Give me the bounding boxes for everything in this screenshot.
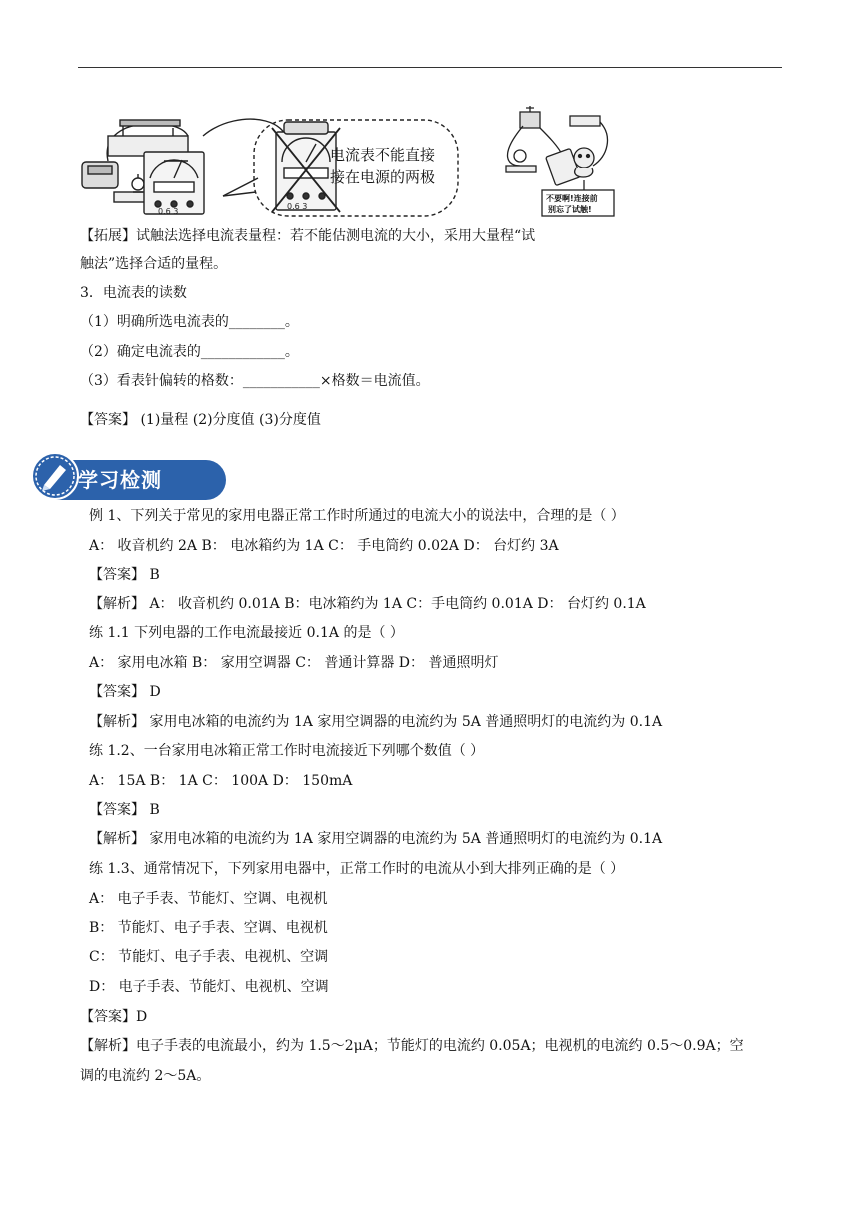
- example-1-options: A： 收音机约 2A B： 电冰箱约为 1A C： 手电筒约 0.02A D： 台灯约 3A: [89, 538, 559, 554]
- practice-1-2-options: A： 15A B： 1A C： 100A D： 150mA: [89, 773, 353, 789]
- practice-1-2-question: 练 1.2、一台家用电冰箱正常工作时电流接近下列哪个数值（ ）: [89, 743, 485, 759]
- section-3-item-1: （1）明确所选电流表的________。: [80, 314, 299, 330]
- practice-1-1-explanation: 【解析】 家用电冰箱的电流约为 1A 家用空调器的电流约为 5A 普通照明灯的电流约为 0.1A: [89, 714, 663, 730]
- practice-1-2-explanation: 【解析】 家用电冰箱的电流约为 1A 家用空调器的电流约为 5A 普通照明灯的电流约为 0.1A: [89, 831, 663, 847]
- header-rule: [78, 67, 782, 68]
- section-banner: [30, 451, 202, 501]
- section-3-title: 3．电流表的读数: [80, 285, 187, 301]
- practice-1-3-explanation-line-2: 调的电流约 2～5A。: [80, 1068, 211, 1084]
- banner-title: 学习检测: [78, 468, 162, 492]
- bubble-text-line-2: 接在电源的两极: [330, 168, 436, 186]
- section-3-item-3: （3）看表针偏转的格数：___________×格数＝电流值。: [80, 373, 430, 389]
- expand-text-line-2: 触法”选择合适的量程。: [80, 256, 228, 272]
- practice-1-3-explanation-line-1: 【解析】电子手表的电流最小，约为 1.5～2μA；节能灯的电流约 0.05A；电视机的电流约 0.5～0.9A；空: [80, 1038, 744, 1054]
- practice-1-1-options: A： 家用电冰箱 B： 家用空调器 C： 普通计算器 D： 普通照明灯: [89, 655, 499, 671]
- sign-text-line-2: 别忘了试触!: [548, 205, 592, 214]
- practice-1-2-answer: 【答案】 B: [89, 802, 160, 818]
- practice-1-1-question: 练 1.1 下列电器的工作电流最接近 0.1A 的是（ ）: [89, 625, 404, 641]
- practice-1-3-option-d: D： 电子手表、节能灯、电视机、空调: [89, 979, 329, 995]
- section-3-answer: 【答案】 (1)量程 (2)分度值 (3)分度值: [80, 412, 321, 428]
- example-1-question: 例 1、下列关于常见的家用电器正常工作时所通过的电流大小的说法中，合理的是（ ）: [89, 508, 625, 524]
- example-1-answer: 【答案】 B: [89, 567, 160, 583]
- circuit-figure-left: [82, 119, 288, 214]
- practice-1-3-option-c: C： 节能灯、电子手表、电视机、空调: [89, 949, 329, 965]
- ammeter-illustrations: [78, 96, 638, 218]
- practice-1-3-question: 练 1.3、通常情况下，下列家用电器中，正常工作时的电流从小到大排列正确的是（ ）: [89, 861, 625, 877]
- practice-1-3-option-b: B： 节能灯、电子手表、空调、电视机: [89, 920, 328, 936]
- example-1-explanation: 【解析】 A： 收音机约 0.01A B：电冰箱约为 1A C：手电筒约 0.01A D： 台灯约 0.1A: [89, 596, 646, 612]
- sign-text-line-1: 不要啊!连接前: [546, 194, 598, 203]
- practice-1-3-option-a: A： 电子手表、节能灯、空调、电视机: [89, 891, 328, 907]
- practice-1-1-answer: 【答案】 D: [89, 684, 161, 700]
- expand-text-line-1: 【拓展】试触法选择电流表量程：若不能估测电流的大小，采用大量程“试: [80, 228, 536, 244]
- practice-1-3-answer: 【答案】D: [80, 1009, 148, 1025]
- ammeter-range-label-bubble: 0.6 3: [287, 202, 308, 211]
- bubble-text-line-1: 电流表不能直接: [330, 146, 436, 164]
- pencil-book-icon: [30, 451, 80, 501]
- section-3-item-2: （2）确定电流表的____________。: [80, 344, 299, 360]
- ammeter-range-label-left: 0.6 3: [158, 207, 179, 216]
